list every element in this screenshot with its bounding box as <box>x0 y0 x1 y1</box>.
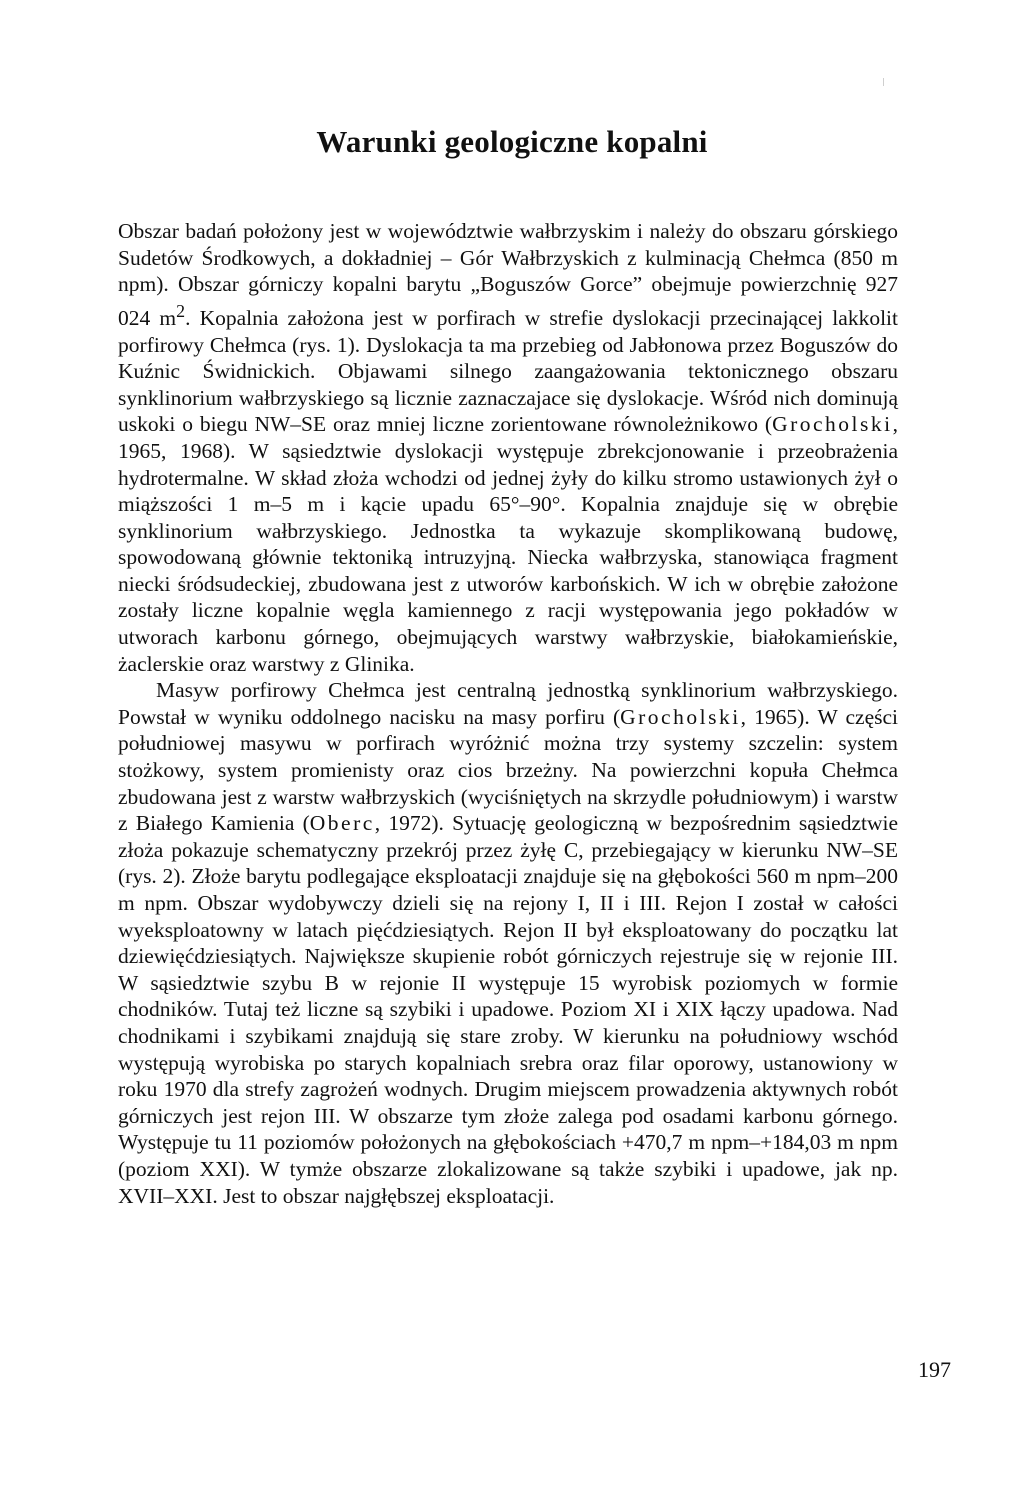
body-text <box>118 218 898 1209</box>
author-citation: Grocholski <box>772 412 893 437</box>
superscript-exponent: 2 <box>176 300 186 321</box>
paragraph-2-text-a: Masyw porfirowy Chełmca jest centralną jednostką synklinorium wałbrzyskiego. Powstał w wyniku oddolnego nacisku na masy porfiru ( <box>118 678 898 729</box>
scan-mark <box>883 78 884 86</box>
paragraph-2-text-c: , 1972). Sytuację geologiczną w bezpośrednim sąsiedztwie złoża pokazuje schematyczny przekrój przez żyłę C, przebiegający w kierunku NW–SE (rys. 2). Złoże barytu podlegające eksploatacji znajduje się na głębokości 560 m npm–200 m npm. Obszar wydobywczy dzieli się na rejony I, II i III. Rejon I został w całości wyeksploatowny w latach pięćdziesiątych. Rejon II był eksploatowany do początku lat dziewięćdziesiątych. Największe skupienie robót górniczych rejestruje się w rejonie III. W sąsiedztwie szybu B w rejonie II występuje 15 wyrobisk poziomych w formie chodników. Tutaj też liczne są szybiki i upadowe. Poziom XI i XIX łączy upadowa. Nad chodnikami i szybikami znajdują się stare zroby. W kierunku na południowy wschód występują wyrobiska po starych kopalniach srebra oraz filar oporowy, ustanowiony w roku 1970 dla strefy zagrożeń wodnych. Drugim miejscem prowadzenia aktywnych robót górniczych jest rejon III. W obszarze tym złoże zalega pod osadami karbonu górnego. Występuje tu 11 poziomów położonych na głębokościach +470,7 m npm–+184,03 m npm (poziom XXI). W tymże obszarze zlokalizowane są także szybiki i upadowe, jak np. XVII–XXI. Jest to obszar najgłębszej eksploatacji. <box>118 811 898 1208</box>
author-citation: Grocholski <box>620 704 741 729</box>
paragraph-1-text-b: . Kopalnia założona jest w porfirach w strefie dyslokacji przecinającej lakkolit porfirowy Chełmca (rys. 1). Dyslokacja ta ma przebieg od Jabłonowa przez Boguszów do Kuźnic Świdnickich. Objawami silnego zaangażowania tektonicznego obszaru synklinorium wałbrzyskiego są licznie zaznaczajace się dyslokacje. Wśród nich dominują uskoki o biegu NW–SE oraz mniej liczne zorientowane równoleżnikowo ( <box>118 305 898 437</box>
section-title: Warunki geologiczne kopalni <box>316 124 708 159</box>
paragraph-2 <box>118 677 898 1209</box>
paragraph-1-text-a: Obszar badań położony jest w województwie wałbrzyskim i należy do obszaru górskiego Sudetów Środkowych, a dokładniej – Gór Wałbrzyskich z kulminacją Chełmca (850 m npm). Obszar górniczy kopalni barytu „Boguszów Gorce” obejmuje powierzchnię 927 024 m <box>118 219 898 330</box>
paragraph-1-text-c: , 1965, 1968). W sąsiedztwie dyslokacji występuje zbrekcjonowanie i przeobrażenia hydrotermalne. W skład złoża wchodzi od jednej żyły do kilku stromo ustawionych żył o miąższości 1 m–5 m i kącie upadu 65°–90°. Kopalnia znajduje się w obrębie synklinorium wałbrzyskiego. Jednostka ta wykazuje skomplikowaną budowę, spowodowaną głównie tektoniką intruzyjną. Niecka wałbrzyska, stanowiąca fragment niecki śródsudeckiej, zbudowana jest z utworów karbońskich. W ich w obrębie założone zostały liczne kopalnie węgla kamiennego z racji występowania jego pokładów w utworach karbonu górnego, obejmujących warstwy wałbrzyskie, białokamieńskie, żaclerskie oraz warstwy z Glinika. <box>118 412 898 676</box>
paragraph-1 <box>118 218 898 677</box>
author-citation: Oberc <box>309 811 375 836</box>
paragraph-2-text-b: , 1965). W części południowej masywu w porfirach wyróżnić można trzy systemy szczelin: system stożkowy, system promienisty oraz cios brzeżny. Na powierzchni kopuła Chełmca zbudowana jest z warstw wałbrzyskich (wyciśniętych na skrzydle południowym) i warstw z Białego Kamienia ( <box>118 704 898 836</box>
page-number: 197 <box>918 1357 951 1382</box>
